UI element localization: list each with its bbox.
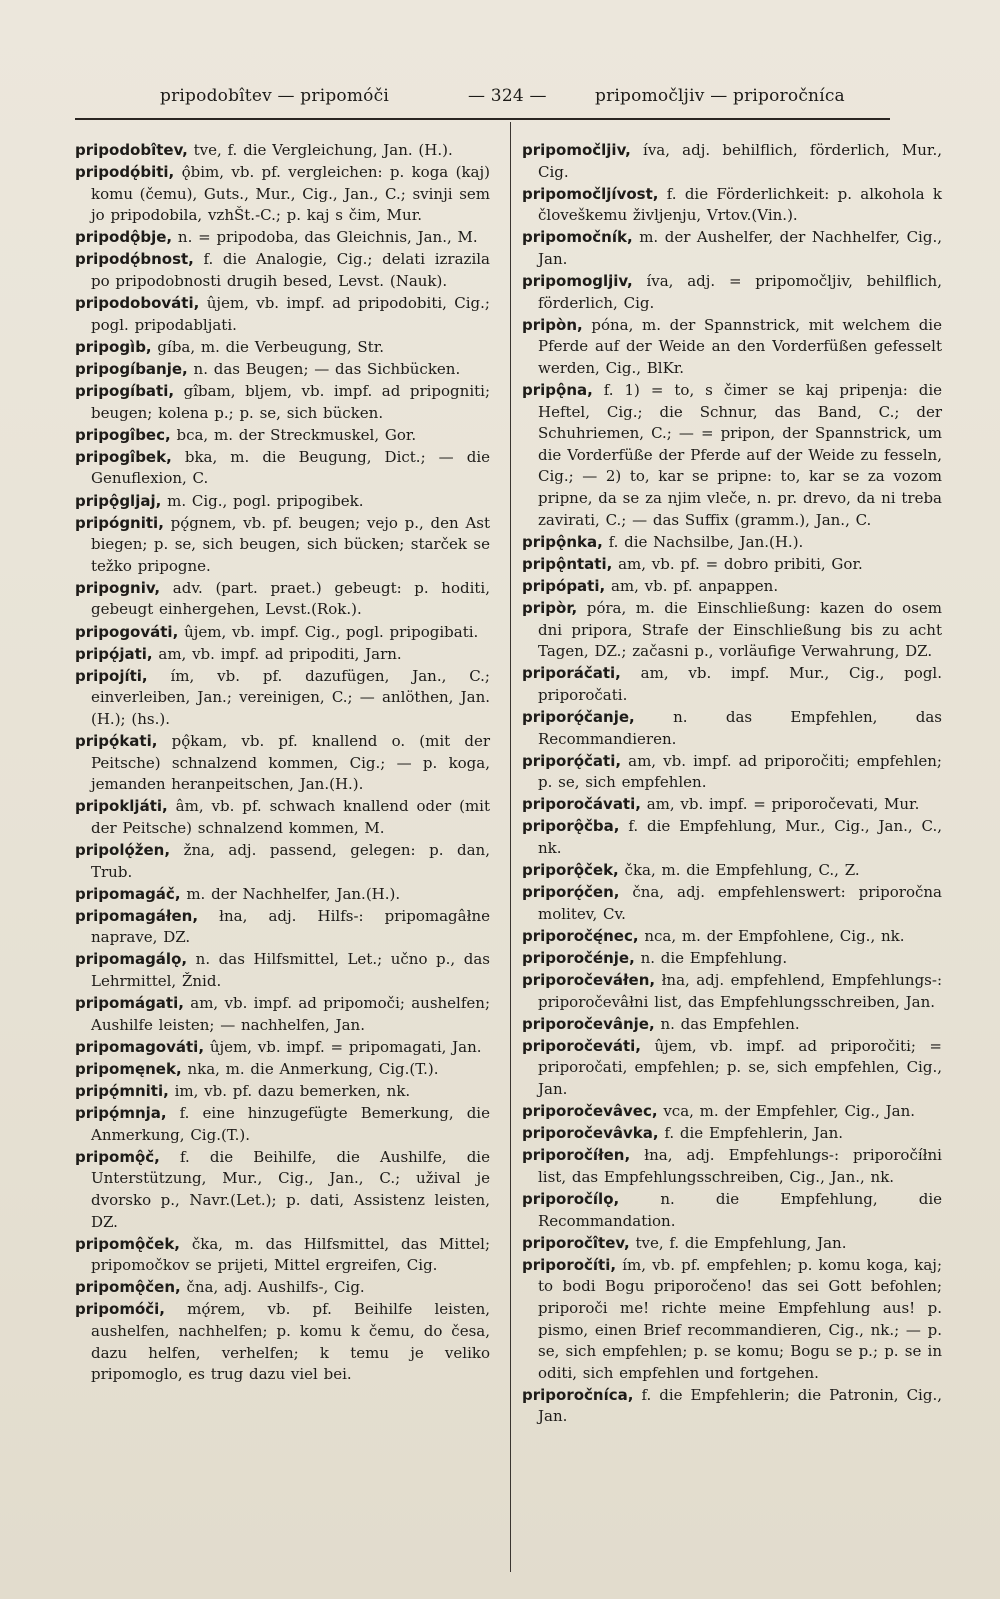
entry-headword: pripǫ́kati, [75, 732, 158, 751]
entry-definition: ûjem, vb. impf. ad priporočiti; = priporočati, empfehlen; p. se, sich empfehlen, Cig., Jan. [538, 1036, 942, 1099]
entry-definition: nca, m. der Empfohlene, Cig., nk. [644, 926, 905, 945]
entry-definition: f. 1) = to, s čimer se kaj pripenja: die Heftel, Cig.; die Schnur, das Band, C.; der Schuhriemen, C.; — = pripon, der Spannstrick, um die Vorderfüße der Pferde auf der Weide zu fesseln, Cig.; — 2) to, kar se pripne: to, kar se za vozom pripne, da se za njim vleče, n. pr. drevo, da ni treba zavirati, C.; — das Suffix (gramm.), Jan., C. [538, 381, 942, 529]
entry-definition: f. die Empfehlerin; die Patronin, Cig., Jan. [538, 1385, 942, 1426]
entry-definition: ûjem, vb. impf. Cig., pogl. pripogibati. [184, 622, 479, 641]
dictionary-entry [75, 513, 490, 578]
dictionary-entry [522, 554, 942, 576]
entry-headword: pripǫ̂gljaj, [75, 491, 162, 510]
dictionary-entry [75, 622, 490, 644]
entry-headword: pripomogljiv, [522, 272, 633, 291]
dictionary-entry [75, 491, 490, 513]
entry-definition: łna, adj. empfehlend, Empfehlungs-: priporočevâłni list, das Empfehlungsschreiben, Jan. [538, 971, 942, 1011]
dictionary-entry [75, 425, 490, 447]
entry-definition: m. der Aushelfer, der Nachhelfer, Cig., Jan. [538, 228, 942, 268]
entry-definition: n. das Hilfsmittel, Let.; učno p., das Lehrmittel, Žnid. [91, 950, 490, 991]
dictionary-entry [75, 1081, 490, 1103]
entry-headword: priporočevâvec, [522, 1102, 658, 1121]
dictionary-entry [75, 906, 490, 949]
dictionary-entry [522, 532, 942, 554]
entry-definition: bca, m. der Streckmuskel, Gor. [176, 425, 417, 444]
dictionary-entry [75, 884, 490, 906]
entry-definition: am, vb. impf. Mur., Cig., pogl. priporočati. [538, 664, 942, 704]
dictionary-entry [75, 293, 490, 336]
entry-headword: pripogíbanje, [75, 359, 188, 378]
entry-definition: n. die Empfehlung, die Recommandation. [538, 1190, 942, 1230]
dictionary-entry [75, 731, 490, 796]
entry-headword: pripomǫ̂č, [75, 1147, 160, 1166]
dictionary-entry [75, 578, 490, 621]
entry-headword: pripomóči, [75, 1300, 165, 1319]
entry-definition: ûjem, vb. impf. = pripomagati, Jan. [209, 1037, 482, 1056]
dictionary-entry [75, 381, 490, 424]
left-column [75, 140, 490, 1386]
dictionary-entry [522, 184, 942, 227]
dictionary-entry [75, 447, 490, 490]
entry-definition: f. die Beihilfe, die Aushilfe, die Unterstützung, Mur., Cig., Jan., C.; užival je dvorsko p., Navr.(Let.); p. dati, Assistenz leisten, DZ. [91, 1147, 490, 1231]
entry-definition: am, vb. pf. = dobro pribiti, Gor. [618, 554, 863, 573]
entry-headword: priporočníca, [522, 1385, 634, 1404]
entry-definition: tve, f. die Vergleichung, Jan. (H.). [193, 141, 453, 159]
entry-headword: pripǫ̂nka, [522, 532, 603, 551]
dictionary-entry [75, 1234, 490, 1277]
entry-headword: priporočílǫ, [522, 1190, 620, 1208]
entry-headword: pripodǫ́biti, [75, 163, 175, 182]
entry-definition: n. das Empfehlen. [660, 1014, 800, 1033]
dictionary-entry [522, 271, 942, 314]
dictionary-entry [75, 1147, 490, 1233]
dictionary-entry [522, 926, 942, 948]
dictionary-entry [75, 337, 490, 359]
entry-headword: pripolǫ́žen, [75, 841, 171, 859]
dictionary-entry [75, 140, 490, 162]
entry-definition: čna, adj. Aushilfs-, Cig. [186, 1278, 365, 1297]
entry-definition: f. die Förderlichkeit: p. alkohola k človeškemu življenju, Vrtov.(Vin.). [538, 184, 942, 225]
entry-definition: čka, m. das Hilfsmittel, das Mittel; pripomočkov se prijeti, Mittel ergreifen, Cig. [91, 1234, 490, 1275]
entry-headword: pripomęnek, [75, 1059, 182, 1078]
header-right-guide: pripomočljiv — priporočníca [595, 86, 845, 106]
entry-headword: pripogíbati, [75, 382, 175, 401]
dictionary-entry [75, 1299, 490, 1385]
entry-definition: gíba, m. die Verbeugung, Str. [157, 337, 385, 356]
dictionary-entry [522, 663, 942, 706]
entry-definition: n. die Empfehlung. [640, 948, 788, 967]
entry-headword: pripomagáłen, [75, 906, 199, 925]
dictionary-entry [75, 249, 490, 292]
dictionary-entry [75, 949, 490, 992]
dictionary-entry [522, 860, 942, 882]
dictionary-entry [522, 227, 942, 270]
entry-headword: priporǫ́čen, [522, 883, 620, 902]
entry-headword: priporǫ̂čba, [522, 817, 620, 836]
entry-definition: žna, adj. passend, gelegen: p. dan, Trub. [91, 841, 490, 881]
entry-headword: pripodǫ̂bje, [75, 228, 173, 247]
dictionary-entry [75, 993, 490, 1036]
dictionary-entry [522, 816, 942, 859]
dictionary-entry [75, 840, 490, 883]
entry-headword: pripogniv, [75, 578, 161, 597]
dictionary-entry [522, 315, 942, 380]
entry-headword: pripogováti, [75, 622, 179, 641]
entry-definition: f. eine hinzugefügte Bemerkung, die Anmerkung, Cig.(T.). [91, 1104, 490, 1144]
entry-headword: priporočíti, [522, 1255, 617, 1274]
dictionary-entry [522, 751, 942, 794]
running-header [150, 78, 890, 118]
dictionary-entry [75, 227, 490, 249]
dictionary-entry [75, 1103, 490, 1146]
entry-definition: f. die Empfehlung, Mur., Cig., Jan., C., nk. [538, 817, 942, 857]
entry-headword: pripomágati, [75, 994, 184, 1013]
dictionary-entry [522, 140, 942, 183]
entry-definition: m. der Nachhelfer, Jan.(H.). [186, 884, 401, 903]
entry-definition: ǫ̂bim, vb. pf. vergleichen: p. koga (kaj) komu (čemu), Guts., Mur., Cig., Jan., C.; svinji sem jo pripodobila, vzhŠt.-C.; p. kaj s čim, Mur. [91, 163, 490, 225]
dictionary-entry [522, 707, 942, 750]
entry-headword: pripomočljiv, [522, 141, 631, 159]
header-left-guide: pripodobîtev — pripomóči [160, 86, 389, 106]
entry-headword: priporáčati, [522, 664, 621, 683]
entry-definition: n. = pripodoba, das Gleichnis, Jan., M. [177, 228, 478, 247]
entry-definition: póra, m. die Einschließung: kazen do osem dni pripora, Strafe der Einschließung bis zu acht Tagen, DZ.; začasni p., vorläufige Verwahrung, DZ. [538, 598, 942, 661]
dictionary-entry [75, 644, 490, 666]
entry-headword: priporočénje, [522, 948, 635, 967]
dictionary-entry [522, 598, 942, 663]
entry-headword: pripomagálǫ, [75, 950, 188, 969]
entry-definition: m. Cig., pogl. pripogibek. [167, 491, 364, 510]
page-number: — 324 — [468, 86, 547, 106]
entry-definition: pǫ̂kam, vb. pf. knallend o. (mit der Peitsche) schnalzend kommen, Cig.; — p. koga, jemanden heranpeitschen, Jan.(H.). [91, 732, 490, 794]
dictionary-entry [522, 1255, 942, 1385]
entry-headword: pripogîbec, [75, 425, 171, 444]
entry-definition: am, vb. impf. ad pripomoči; aushelfen; Aushilfe leisten; — nachhelfen, Jan. [91, 994, 490, 1034]
entry-headword: pripomǫ̂čen, [75, 1278, 181, 1297]
dictionary-entry [522, 1189, 942, 1232]
entry-headword: priporǫ́čanje, [522, 707, 635, 726]
entry-headword: pripomočljívost, [522, 184, 659, 203]
entry-definition: ûjem, vb. impf. ad pripodobiti, Cig.; pogl. pripodabljati. [91, 294, 490, 334]
entry-headword: pripojíti, [75, 666, 148, 685]
entry-headword: pripógniti, [75, 513, 164, 532]
dictionary-entry [522, 576, 942, 598]
entry-definition: tve, f. die Empfehlung, Jan. [635, 1233, 847, 1252]
entry-definition: am, vb. impf. = priporočevati, Mur. [646, 795, 920, 814]
entry-definition: ím, vb. pf. empfehlen; p. komu koga, kaj; to bodi Bogu priporočeno! das sei Gott befohlen; priporoči me! richte meine Empfehlung aus! p. pismo, einen Brief recommandieren, Cig., nk.; — p. se, sich empfehlen; p. se komu; Bogu se p.; p. se in oditi, sich empfehlen und fortgehen. [538, 1255, 942, 1382]
entry-definition: nka, m. die Anmerkung, Cig.(T.). [187, 1059, 439, 1078]
entry-definition: n. das Beugen; — das Sichbücken. [193, 359, 461, 378]
entry-headword: pripópati, [522, 576, 606, 595]
entry-definition: gîbam, bljem, vb. impf. ad pripogniti; beugen; kolena p.; p. se, sich bücken. [91, 382, 490, 422]
entry-headword: pripogìb, [75, 337, 152, 356]
dictionary-entry [522, 882, 942, 925]
entry-definition: čna, adj. empfehlenswert: priporočna molitev, Cv. [538, 883, 942, 923]
dictionary-entry [522, 380, 942, 531]
dictionary-entry [522, 1014, 942, 1036]
entry-headword: pripodobîtev, [75, 141, 188, 159]
entry-headword: pripomočník, [522, 228, 633, 247]
entry-definition: bka, m. die Beugung, Dict.; — die Genuflexion, C. [91, 447, 490, 488]
dictionary-entry [75, 162, 490, 227]
entry-definition: adv. (part. praet.) gebeugt: p. hoditi, gebeugt einhergehen, Levst.(Rok.). [91, 578, 490, 619]
entry-definition: póna, m. der Spannstrick, mit welchem die Pferde auf der Weide an den Vorderfüßen gefesselt werden, Cig., BlKr. [538, 315, 942, 377]
entry-headword: priporočávati, [522, 795, 641, 814]
entry-headword: pripomǫ̂ček, [75, 1234, 180, 1253]
dictionary-entry [522, 1145, 942, 1188]
entry-headword: priporočíłen, [522, 1146, 631, 1165]
entry-headword: priporočîtev, [522, 1233, 630, 1252]
entry-headword: priporočeváłen, [522, 971, 656, 990]
dictionary-entry [75, 359, 490, 381]
entry-definition: f. die Empfehlerin, Jan. [664, 1124, 844, 1143]
entry-definition: im, vb. pf. dazu bemerken, nk. [174, 1082, 411, 1101]
column-divider [510, 122, 511, 1572]
entry-definition: łna, adj. Empfehlungs-: priporočíłni list, das Empfehlungsschreiben, Cig., Jan., nk. [538, 1146, 942, 1186]
entry-headword: pripǫ̂ntati, [522, 554, 613, 573]
dictionary-entry [522, 1123, 942, 1145]
entry-definition: íva, adj. = pripomočljiv, behilflich, förderlich, Cig. [538, 272, 942, 312]
entry-headword: pripǫ́mnja, [75, 1104, 167, 1123]
entry-headword: pripòr, [522, 598, 578, 617]
entry-headword: priporočę́nec, [522, 926, 639, 945]
entry-headword: pripǫ́mniti, [75, 1082, 169, 1101]
dictionary-entry [75, 796, 490, 839]
entry-headword: priporočevânje, [522, 1014, 655, 1033]
dictionary-entry [522, 970, 942, 1013]
entry-headword: pripǫ́jati, [75, 644, 153, 663]
entry-headword: priporočevâvka, [522, 1124, 659, 1143]
dictionary-entry [75, 666, 490, 731]
entry-headword: priporǫ́čati, [522, 751, 622, 770]
entry-headword: pripomagováti, [75, 1037, 205, 1056]
dictionary-entry [75, 1037, 490, 1059]
entry-definition: čka, m. die Empfehlung, C., Z. [624, 861, 860, 880]
dictionary-entry [75, 1059, 490, 1081]
entry-definition: f. die Analogie, Cig.; delati izrazila po pripodobnosti drugih besed, Levst. (Nauk). [91, 250, 490, 291]
entry-headword: pripòn, [522, 315, 583, 334]
entry-headword: pripokljáti, [75, 797, 168, 816]
header-rule [75, 118, 890, 120]
entry-headword: pripogîbek, [75, 447, 172, 466]
dictionary-entry [522, 1233, 942, 1255]
entry-headword: pripodobováti, [75, 294, 200, 313]
entry-definition: âm, vb. pf. schwach knallend oder (mit der Peitsche) schnalzend kommen, M. [91, 797, 490, 837]
dictionary-entry [522, 794, 942, 816]
entry-headword: priporočeváti, [522, 1036, 641, 1055]
entry-headword: pripǫ̂na, [522, 381, 593, 400]
entry-definition: mǫ́rem, vb. pf. Beihilfe leisten, aushelfen, nachhelfen; p. komu k čemu, do česa, dazu helfen, verhelfen; k temu je veliko pripomoglo, es trug dazu viel bei. [91, 1300, 490, 1384]
entry-definition: íva, adj. behilflich, förderlich, Mur., Cig. [538, 141, 942, 181]
entry-definition: n. das Empfehlen, das Recommandieren. [538, 707, 942, 748]
entry-definition: am, vb. impf. ad pripoditi, Jarn. [158, 644, 402, 663]
entry-headword: pripodǫ́bnost, [75, 250, 194, 269]
entry-definition: vca, m. der Empfehler, Cig., Jan. [663, 1102, 916, 1121]
dictionary-entry [522, 1036, 942, 1101]
dictionary-entry [522, 1385, 942, 1428]
entry-definition: pǫ́gnem, vb. pf. beugen; vejo p., den Ast biegen; p. se, sich beugen, sich bücken; starček se težko pripogne. [91, 513, 490, 575]
dictionary-entry [522, 1101, 942, 1123]
entry-definition: am, vb. impf. ad priporočiti; empfehlen; p. se, sich empfehlen. [538, 751, 942, 792]
entry-definition: ím, vb. pf. dazufügen, Jan., C.; einverleiben, Jan.; vereinigen, C.; — anlöthen, Jan.(H.); (hs.). [91, 666, 490, 728]
dictionary-entry [522, 948, 942, 970]
right-column [522, 140, 942, 1429]
entry-definition: am, vb. pf. anpappen. [610, 576, 779, 595]
dictionary-entry [75, 1277, 490, 1299]
entry-definition: f. die Nachsilbe, Jan.(H.). [608, 532, 804, 551]
entry-definition: łna, adj. Hilfs-: pripomagâłne naprave, DZ. [91, 906, 490, 947]
entry-headword: pripomagáč, [75, 884, 181, 903]
entry-headword: priporǫ̂ček, [522, 861, 619, 880]
